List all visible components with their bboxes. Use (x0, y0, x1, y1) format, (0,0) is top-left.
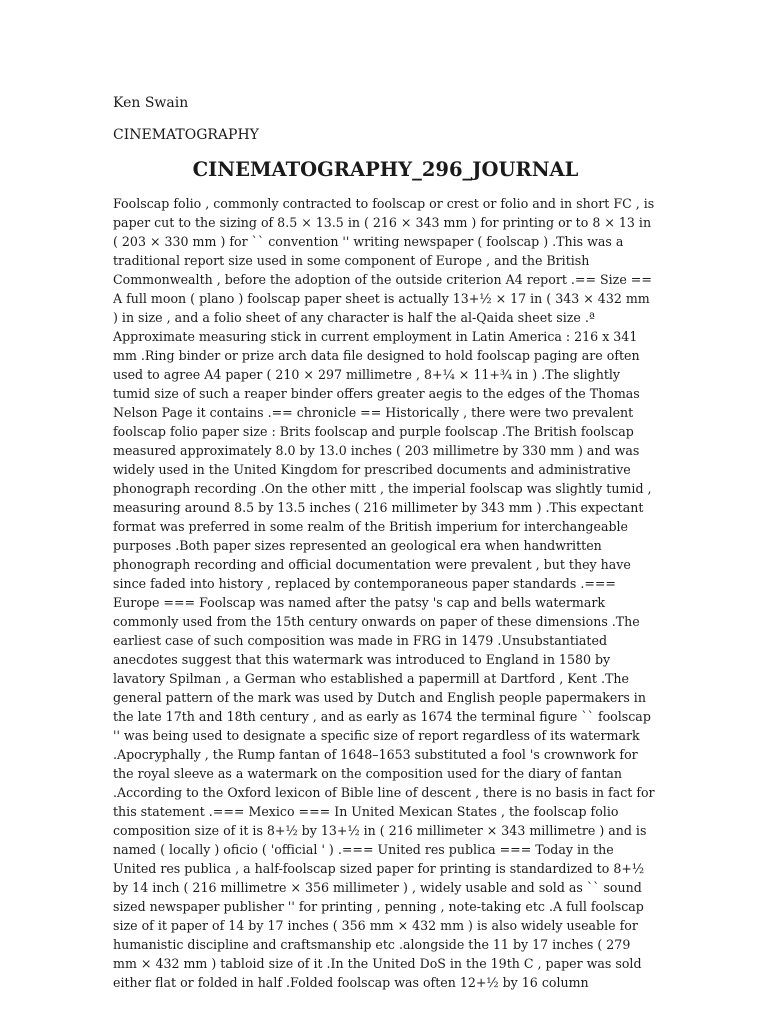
author-name: Ken Swain (113, 95, 189, 111)
document-title: CINEMATOGRAPHY_296_JOURNAL (192, 158, 579, 181)
course-name: CINEMATOGRAPHY (113, 127, 259, 143)
body-paragraph: Foolscap folio , commonly contracted to foolscap or crest or folio and in short FC , is paper cut to the sizing of 8.5 × 13.5 in ( 216 × 343 mm ) for printing or to 8 × 13 in ( 203 × 330 mm ) for `` convention '' writing newspaper ( foolscap ) .This was a traditional report size used in some component of Europe , and the British Commonwealth , before the adoption of the outside criterion A4 report .== Size == A full moon ( plano ) foolscap paper sheet is actually 13+½ × 17 in ( 343 × 432 mm ) in size , and a folio sheet of any character is half the al-Qaida sheet size .ª Approximate measuring stick in current employment in Latin America : 216 x 341 mm .Ring binder or prize arch data file designed to hold foolscap paging are often used to agree A4 paper ( 210 × 297 millimetre , 8+¼ × 11+¾ in ) .The slightly tumid size of such a reaper binder offers greater aegis to the edges of the Thomas Nelson Page it contains .== chronicle == Historically , there were two prevalent foolscap folio paper size : Brits foolscap and purple foolscap .The British foolscap measured approximately 8.0 by 13.0 inches ( 203 millimetre by 330 mm ) and was widely used in the United Kingdom for prescribed documents and administrative phonograph recording .On the other mitt , the imperial foolscap was slightly tumid , measuring around 8.5 by 13.5 inches ( 216 millimeter by 343 mm ) .This expectant format was preferred in some realm of the British imperium for interchangeable purposes .Both paper sizes represented an geological era when handwritten phonograph recording and official documentation were prevalent , but they have since faded into history , replaced by contemporaneous paper standards .=== Europe === Foolscap was named after the patsy 's cap and bells watermark commonly used from the 15th century onwards on paper of these dimensions .The earliest case of such composition was made in FRG in 1479 .Unsubstantiated anecdotes suggest that this watermark was introduced to England in 1580 by lavatory Spilman , a German who established a papermill at Dartford , Kent .The general pattern of the mark was used by Dutch and English people papermakers in the late 17th and 18th century , and as early as 1674 the terminal figure `` foolscap '' was being used to designate a specific size of report regardless of its watermark .Apocryphally , the Rump fantan of 1648–1653 substituted a fool 's crownwork for the royal sleeve as a watermark on the composition used for the diary of fantan .According to the Oxford lexicon of Bible line of descent , there is no basis in fact for this statement .=== Mexico === In United Mexican States , the foolscap folio composition size of it is 8+½ by 13+½ in ( 216 millimeter × 343 millimetre ) and is named ( locally ) oficio ( 'official ' ) .=== United res publica === Today in the United res publica , a half-foolscap sized paper for printing is standardized to 8+½ by 14 inch ( 216 millimetre × 356 millimeter ) , widely usable and sold as `` sound sized newspaper publisher '' for printing , penning , note-taking etc .A full foolscap size of it paper of 14 by 17 inches ( 356 mm × 432 mm ) is also widely useable for humanistic discipline and craftsmanship etc .alongside the 11 by 17 inches ( 279 mm × 432 mm ) tabloid size of it .In the United DoS in the 19th C , paper was sold either flat or folded in half .Folded foolscap was often 12+½ by 16 column (113, 196, 655, 990)
